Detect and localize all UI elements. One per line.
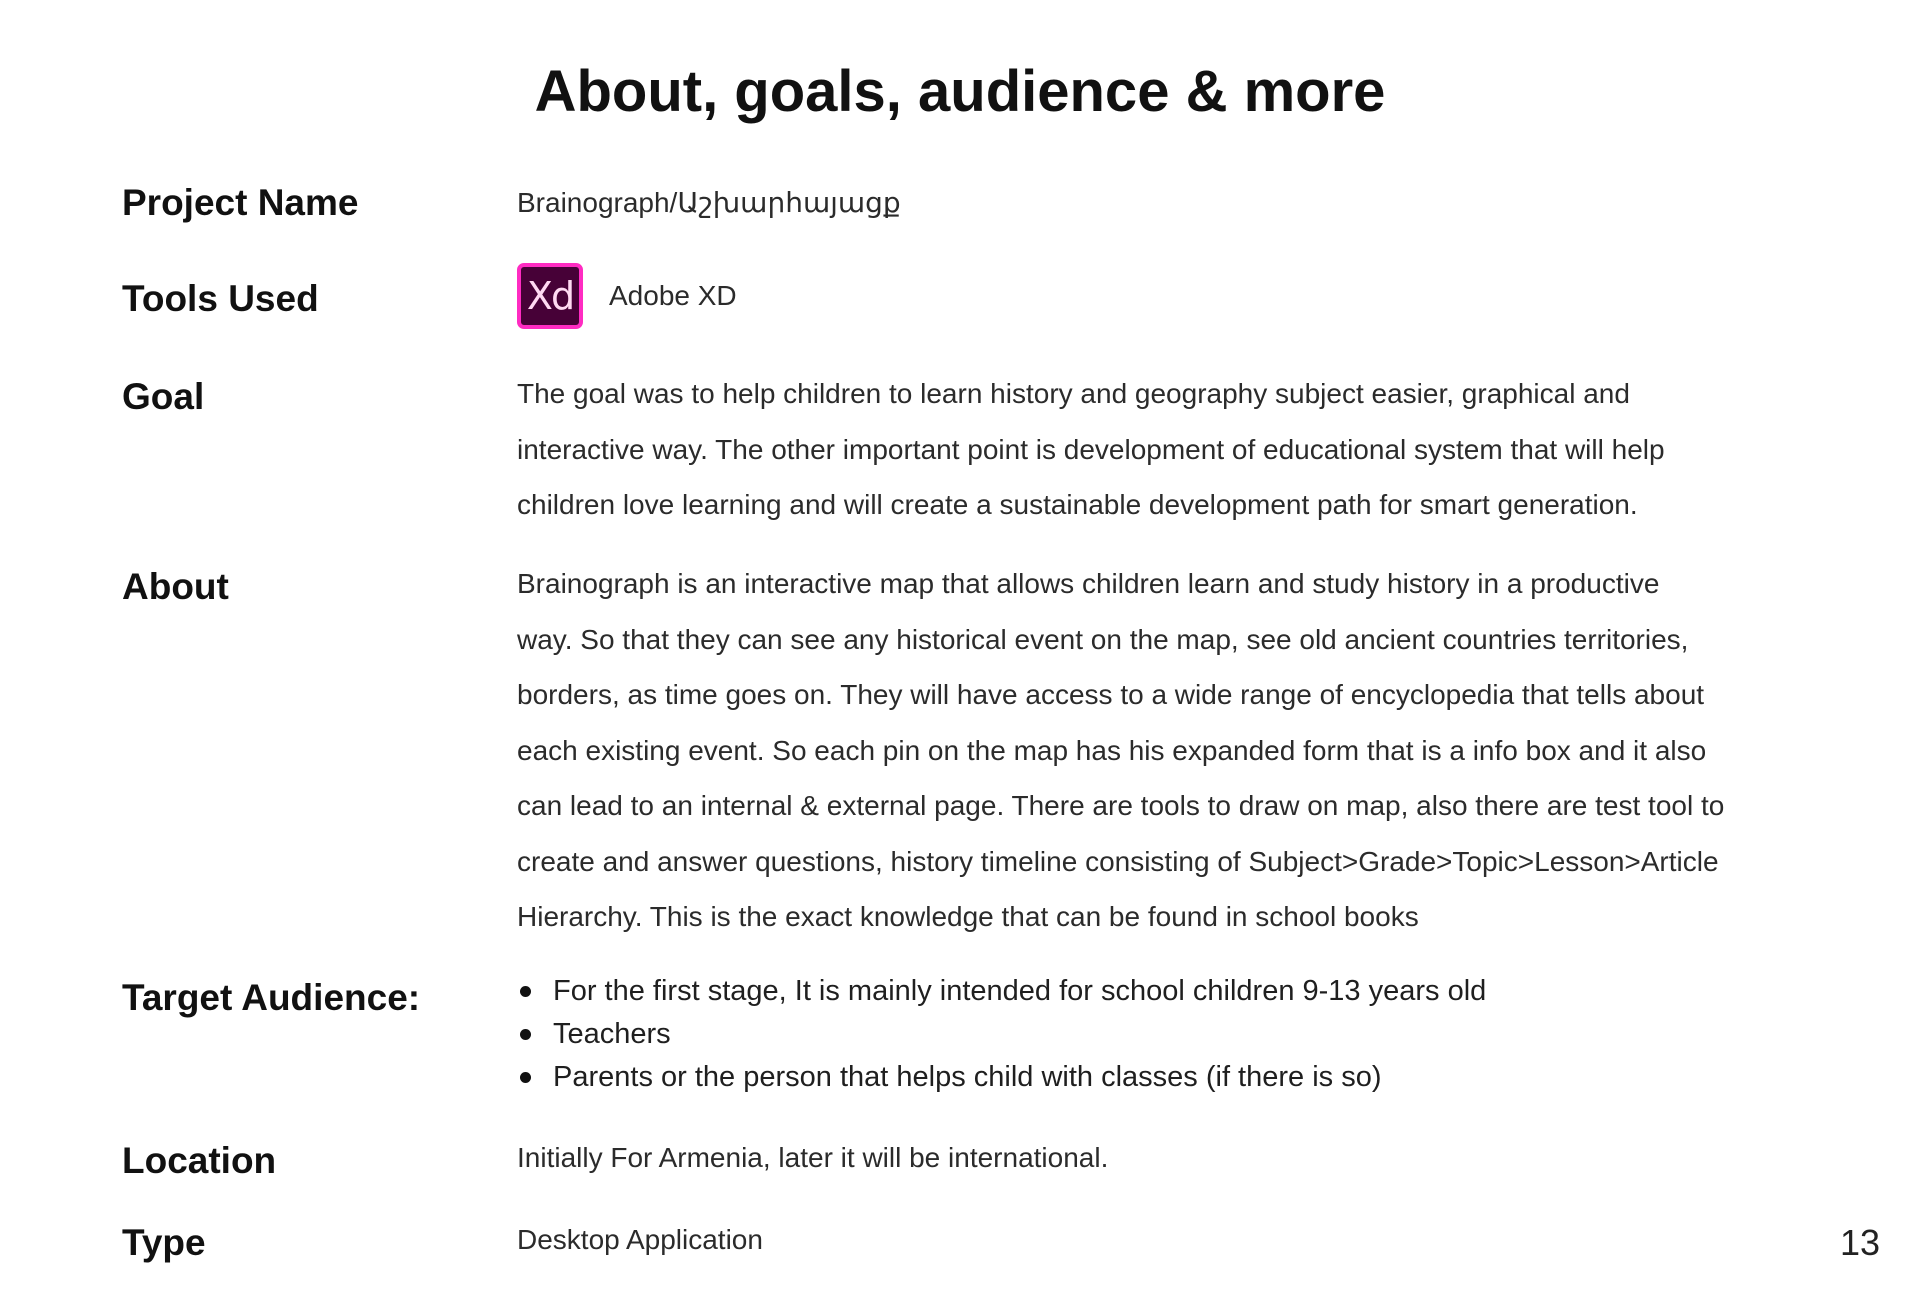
tools-used-label: Tools Used: [122, 278, 319, 319]
about-label: About: [122, 566, 229, 607]
adobe-xd-icon: Xd: [517, 263, 583, 329]
location-label: Location: [122, 1140, 277, 1181]
type-label: Type: [122, 1222, 206, 1263]
project-name-value: Brainograph/Աշխարհայացք: [517, 187, 901, 218]
about-line: way. So that they can see any historical event on the map, see old ancient countries territories,: [517, 623, 1689, 655]
list-item-text: Teachers: [553, 1018, 671, 1050]
goal-line: The goal was to help children to learn history and geography subject easier, graphical and: [517, 378, 1630, 409]
goal-line: children love learning and will create a sustainable development path for smart generation.: [517, 489, 1638, 520]
goal-label: Goal: [122, 376, 205, 417]
list-item: [517, 1056, 1486, 1099]
bullet-icon: [520, 986, 531, 997]
about-text: [517, 556, 1817, 945]
goal-text: [517, 366, 1817, 533]
type-value: Desktop Application: [517, 1224, 763, 1255]
list-item: [517, 970, 1486, 1013]
list-item: [517, 1013, 1486, 1056]
page-number: 13: [1839, 1222, 1880, 1263]
about-line: each existing event. So each pin on the map has his expanded form that is a info box and it also: [517, 734, 1707, 766]
list-item-text: For the first stage, It is mainly intended for school children 9-13 years old: [553, 975, 1487, 1007]
bullet-icon: [520, 1072, 531, 1083]
list-item-text: Parents or the person that helps child with classes (if there is so): [553, 1061, 1382, 1093]
about-line: borders, as time goes on. They will have access to a wide range of encyclopedia that tells about: [517, 679, 1705, 710]
target-audience-label: Target Audience:: [122, 977, 421, 1018]
about-line: Brainograph is an interactive map that allows children learn and study history in a productive: [517, 568, 1660, 599]
about-line: create and answer questions, history timeline consisting of Subject>Grade>Topic>Lesson>Article: [517, 845, 1719, 877]
page-title: About, goals, audience & more: [534, 59, 1386, 124]
goal-line: interactive way. The other important point is development of educational system that will help: [517, 433, 1665, 465]
tools-used-value: Adobe XD: [609, 280, 737, 311]
project-name-label: Project Name: [122, 182, 359, 223]
target-audience-list: [517, 970, 1486, 1099]
location-value: Initially For Armenia, later it will be international.: [517, 1142, 1109, 1173]
about-line: Hierarchy. This is the exact knowledge that can be found in school books: [517, 901, 1419, 932]
bullet-icon: [520, 1029, 531, 1040]
about-line: can lead to an internal & external page. There are tools to draw on map, also there are test tool to: [517, 790, 1725, 821]
